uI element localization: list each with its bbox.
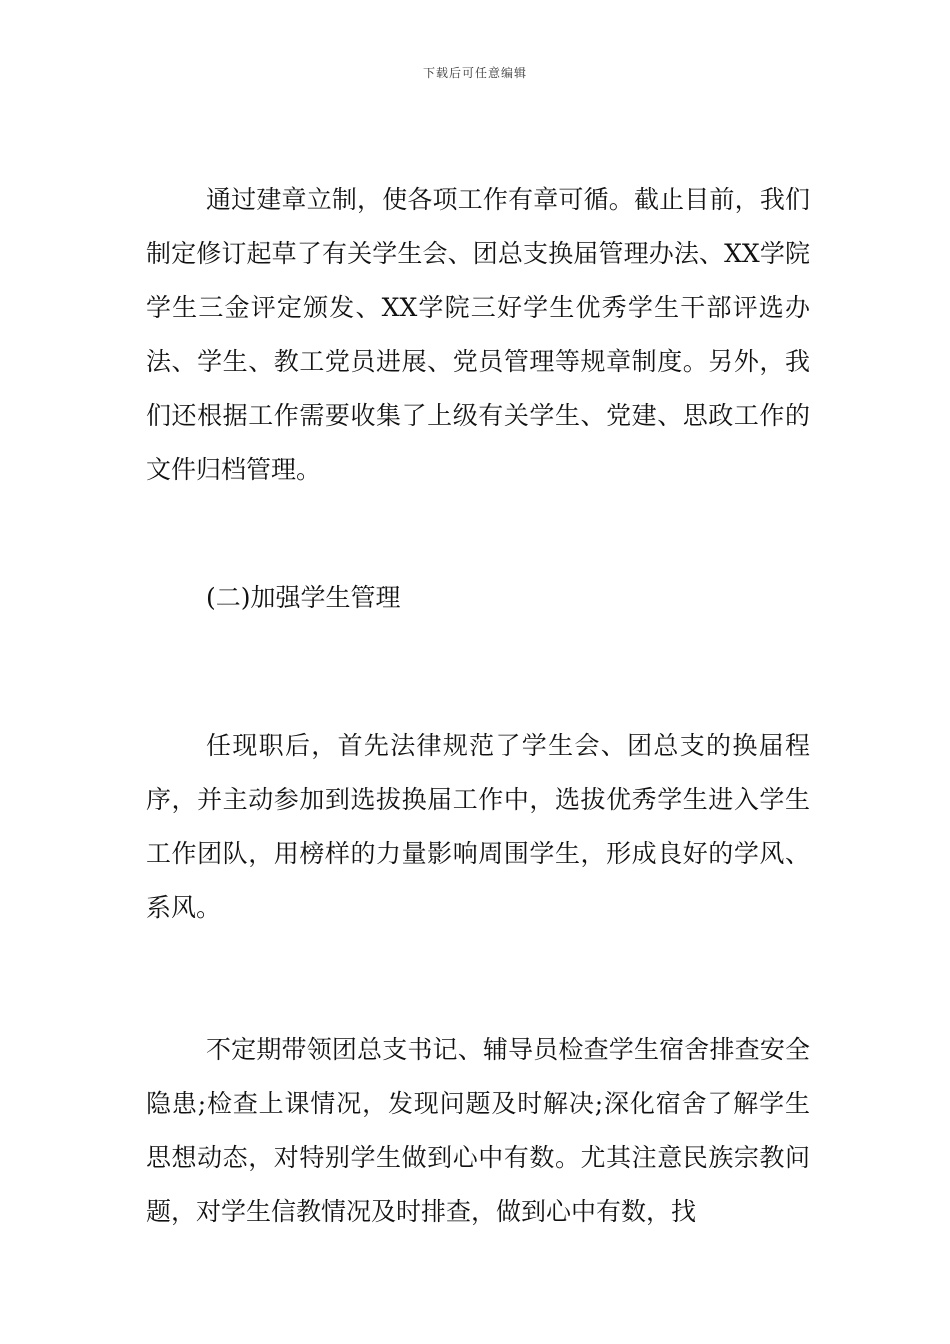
section-heading: (二)加强学生管理: [206, 583, 401, 612]
paragraph-dorm-inspection: 不定期带领团总支书记、辅导员检查学生宿舍排查安全隐患;检查上课情况，发现问题及时解决;深化宿舍了解学生思想动态，对特别学生做到心中有数。尤其注意民族宗教问题，对学生信教情况及时排查，做到心中有数，找: [146, 1035, 810, 1226]
paragraph-student-union: 任现职后，首先法律规范了学生会、团总支的换届程序，并主动参加到选拔换届工作中，选拔优秀学生进入学生工作团队，用榜样的力量影响周围学生，形成良好的学风、系风。: [146, 731, 810, 922]
page-header: 下载后可任意编辑: [422, 66, 527, 80]
paragraph-regulations: 通过建章立制，使各项工作有章可循。截止目前，我们制定修订起草了有关学生会、团总支换届管理办法、XX学院学生三金评定颁发、XX学院三好学生优秀学生干部评选办法、学生、教工党员进展、党员管理等规章制度。另外，我们还根据工作需要收集了上级有关学生、党建、思政工作的文件归档管理。: [146, 185, 810, 484]
